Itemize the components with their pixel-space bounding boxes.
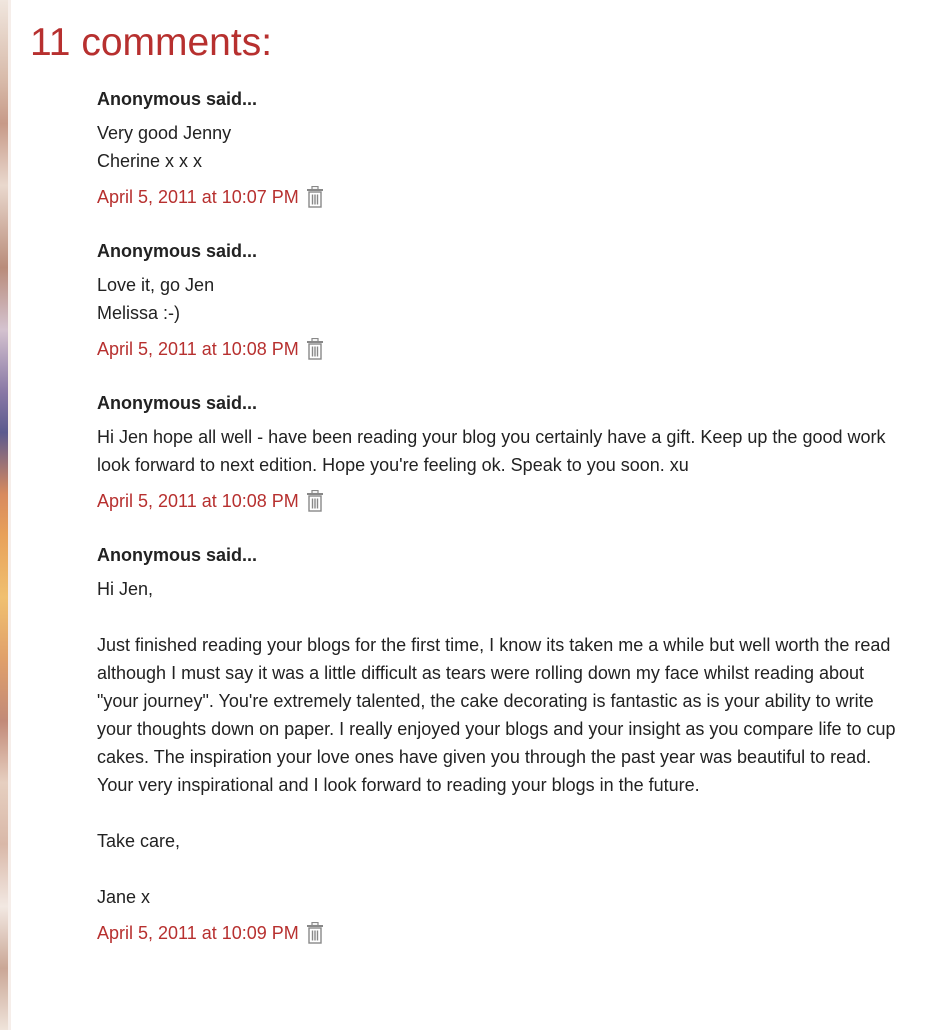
- comment-timestamp-link[interactable]: April 5, 2011 at 10:08 PM: [97, 491, 299, 511]
- trash-icon[interactable]: [306, 490, 324, 512]
- comment: [97, 237, 897, 363]
- comment-footer: [97, 487, 897, 515]
- comment-footer: [97, 919, 897, 947]
- comment-footer: [97, 335, 897, 363]
- comment: [97, 85, 897, 211]
- comment-paragraph: Hi Jen,: [97, 579, 154, 599]
- comment: [97, 541, 897, 947]
- comment-paragraph: Jane x: [97, 887, 151, 907]
- comment-line: Cherine x x x: [97, 151, 203, 171]
- comment-line: Very good Jenny: [97, 123, 232, 143]
- trash-icon[interactable]: [306, 338, 324, 360]
- comment-line: Melissa :-): [97, 303, 181, 323]
- comment-body: [97, 423, 897, 479]
- background-decoration: [0, 0, 8, 1030]
- comment-paragraph: Take care,: [97, 831, 181, 851]
- comment: [97, 389, 897, 515]
- comment-author: Anonymous said...: [97, 545, 258, 565]
- comment-footer: [97, 183, 897, 211]
- comment-line: Hi Jen hope all well - have been reading your blog you certainly have a gift. Keep up the good work look forward to next edition. Hope you're feeling ok. Speak to you soon. xu: [97, 427, 886, 475]
- comment-timestamp-link[interactable]: April 5, 2011 at 10:08 PM: [97, 339, 299, 359]
- trash-icon[interactable]: [306, 186, 324, 208]
- comment-line: Love it, go Jen: [97, 275, 215, 295]
- comment-body: [97, 119, 897, 175]
- trash-icon[interactable]: [306, 922, 324, 944]
- comment-body: [97, 271, 897, 327]
- comment-author: Anonymous said...: [97, 393, 258, 413]
- comment-body: [97, 575, 897, 911]
- comment-paragraph: Just finished reading your blogs for the first time, I know its taken me a while but well worth the read although I must say it was a little difficult as tears were rolling down my face whilst reading about "your journey". You're extremely talented, the cake decorating is fantastic as is your ability to write your thoughts down on paper. I really enjoyed your blogs and your insight as you compare life to cup cakes. The inspiration your love ones have given you through the past year was beautiful to read. Your very inspirational and I look forward to reading your blogs in the future.: [97, 635, 896, 795]
- comments-heading: 11 comments:: [30, 21, 273, 64]
- comment-author: Anonymous said...: [97, 241, 258, 261]
- comment-timestamp-link[interactable]: April 5, 2011 at 10:09 PM: [97, 923, 299, 943]
- comment-author: Anonymous said...: [97, 89, 258, 109]
- comment-timestamp-link[interactable]: April 5, 2011 at 10:07 PM: [97, 187, 299, 207]
- comment-list: [97, 85, 897, 973]
